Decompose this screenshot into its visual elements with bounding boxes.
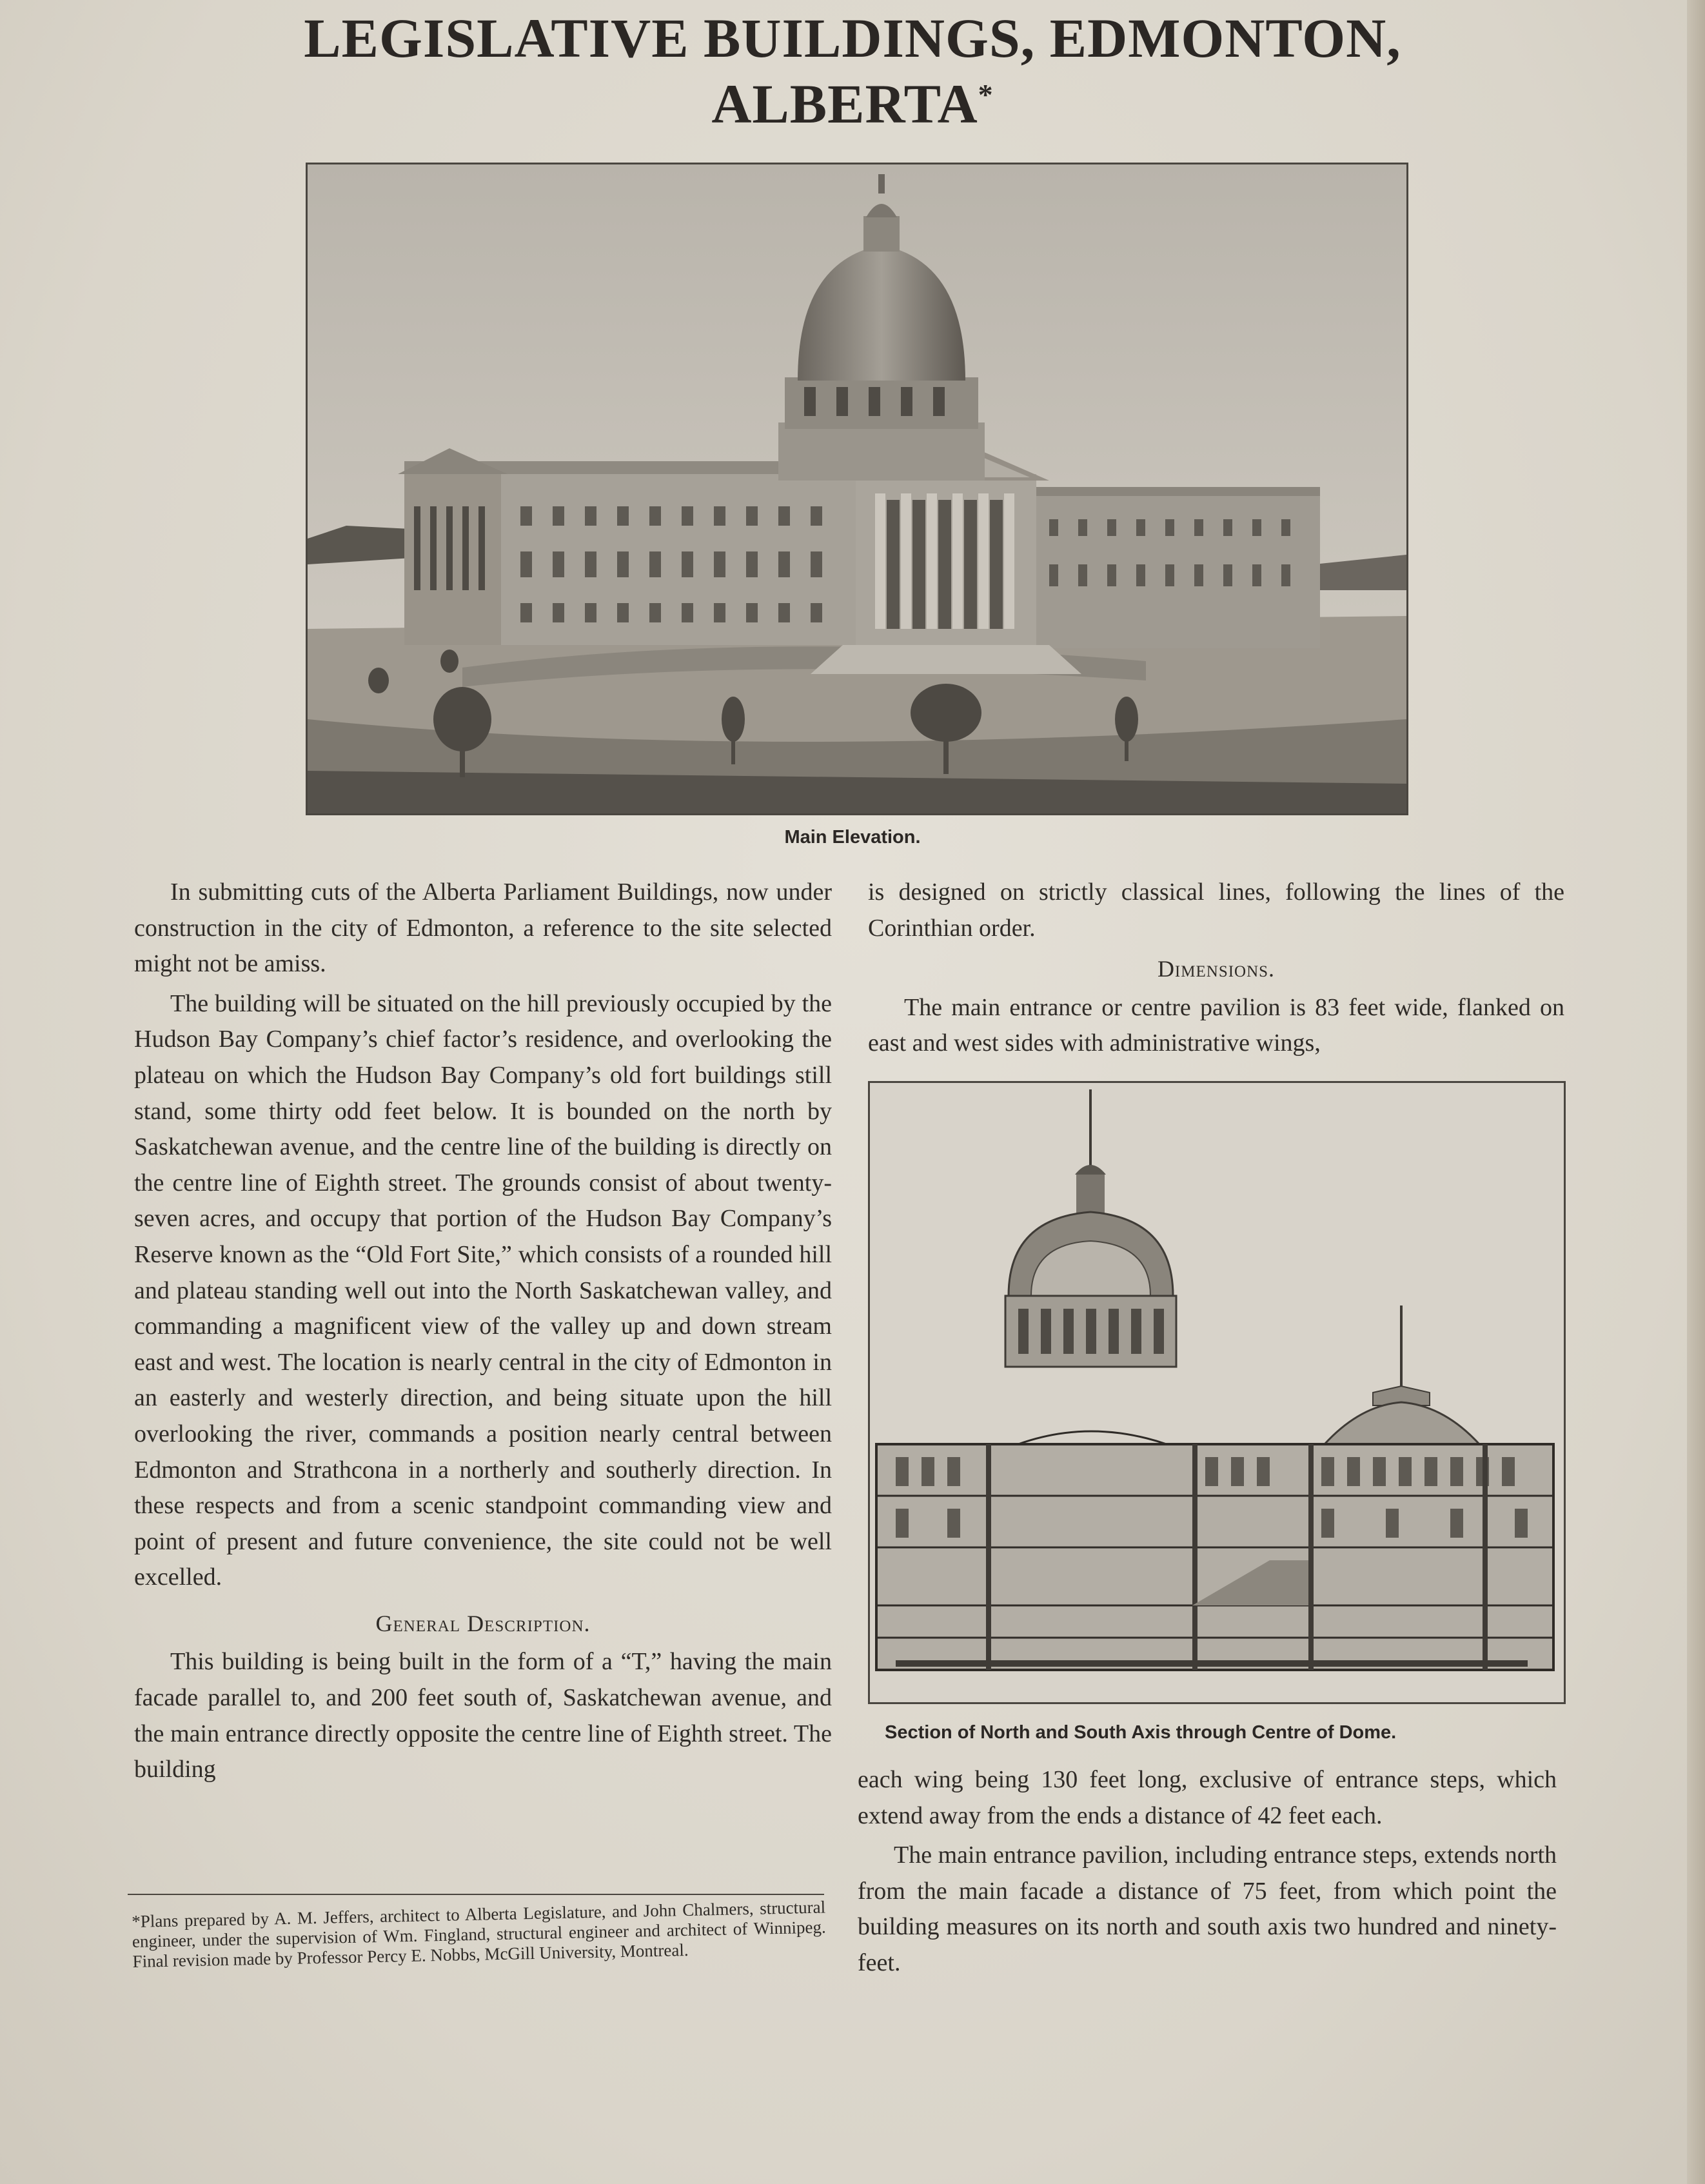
section-caption: Section of North and South Axis through Centre of Dome. xyxy=(885,1722,1397,1743)
paragraph-site: The building will be situated on the hill previously occupied by the Hudson Bay Company’s chief factor’s residence, and overlooking the plateau on which the Hudson Bay Company’s old fort buildings still stand, some thirty odd feet below. It is bounded on the north by Saskatchewan avenue, and the centre line of the building is directly on the centre line of Eighth street. The grounds consist of about twenty-seven acres, and occupy that portion of the Hudson Bay Company’s Reserve known as the “Old Fort Site,” which consists of a rounded hill and plateau standing well out into the North Saskatchewan valley, and commanding a magnificent view of the valley up and down stream east and west. The location is nearly central in the city of Edmonton in an easterly and westerly direction, and being situate upon the hill overlooking the river, commands a position nearly central between Edmonton and Strathcona in a northerly and southerly direction. In these respects and from a scenic standpoint commanding view and point of present and future convenience, the site could not be well excelled. xyxy=(134,989,832,1591)
footnote-divider xyxy=(128,1894,824,1895)
title-line-2-text: ALBERTA xyxy=(711,73,978,135)
right-column-top xyxy=(868,875,1564,1062)
heading-dimensions: Dimensions. xyxy=(1157,956,1276,982)
section-illustration xyxy=(870,1083,1564,1702)
paragraph-entrance: The main entrance pavilion, including entrance steps, extends north from the main facade a distance of 75 feet, from which point the building measures on its north and south axis two hundred and ninety-feet. xyxy=(858,1842,1557,1976)
paragraph-general: This building is being built in the form of a “T,” having the main facade parallel to, and 200 feet south of, Saskatchewan avenue, and the main entrance directly opposite the centre line of Eighth street. The building xyxy=(134,1648,832,1783)
main-elevation-caption: Main Elevation. xyxy=(784,827,921,848)
left-column xyxy=(134,875,832,1788)
footnote-marker: * xyxy=(978,78,994,111)
footnote: *Plans prepared by A. M. Jeffers, architect to Alberta Legislature, and John Chalmers, structural engineer, under the supervision of Wm. Fingland, structural engineer and architect of Winnipeg. Final revision made by Professor Percy E. Nobbs, McGill University, Montreal. xyxy=(132,1897,827,1971)
paragraph-intro: In submitting cuts of the Alberta Parliament Buildings, now under construction in the city of Edmonton, a reference to the site selected might not be amiss. xyxy=(134,879,832,978)
main-elevation-photo xyxy=(306,163,1408,815)
paragraph-dimensions: The main entrance or centre pavilion is 83 feet wide, flanked on east and west sides with administrative wings, xyxy=(868,993,1564,1057)
title-line-2 xyxy=(0,73,1705,135)
title-line-1: LEGISLATIVE BUILDINGS, EDMONTON, xyxy=(304,7,1401,69)
paragraph-wings: each wing being 130 feet long, exclusive of entrance steps, which extend away from the ends a distance of 42 feet each. xyxy=(858,1766,1557,1829)
paragraph-classical: is designed on strictly classical lines, following the lines of the Corinthian order. xyxy=(868,879,1564,942)
heading-general-description: General Description. xyxy=(375,1610,591,1636)
section-drawing xyxy=(868,1081,1566,1704)
main-elevation-illustration xyxy=(308,164,1406,813)
right-column-bottom xyxy=(858,1762,1557,1981)
page-edge xyxy=(1687,0,1705,2184)
